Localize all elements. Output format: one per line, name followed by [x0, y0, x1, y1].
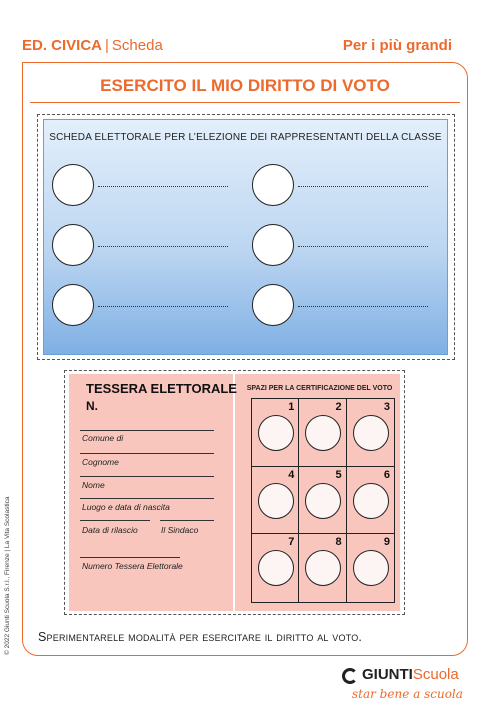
candidate-slot-2[interactable] [252, 164, 428, 206]
certification-cell[interactable] [347, 534, 394, 602]
rilascio-label: Data di rilascio [82, 525, 138, 535]
stamp-circle[interactable] [305, 415, 341, 451]
certification-cell[interactable] [299, 467, 346, 535]
candidate-name-line[interactable] [98, 246, 228, 247]
stamp-circle[interactable] [258, 415, 294, 451]
card-fold-line [233, 374, 235, 611]
vote-circle[interactable] [52, 164, 94, 206]
title-divider [30, 102, 460, 103]
copyright-notice: © 2022 Giunti Scuola S.r.l., Firenze | La Vita Scolastica [4, 496, 11, 655]
candidate-slot-3[interactable] [52, 224, 228, 266]
sindaco-label: Il Sindaco [161, 525, 199, 535]
card-title: TESSERA ELETTORALE [86, 381, 237, 396]
stamp-circle[interactable] [353, 483, 389, 519]
cell-number: 6 [383, 468, 390, 481]
candidate-name-line[interactable] [298, 306, 428, 307]
comune-value-line[interactable] [80, 453, 214, 454]
ballot-heading: SCHEDA ELETTORALE PER L’ELEZIONE DEI RAPPRESENTANTI DELLA CLASSE [49, 132, 442, 143]
page-title: ESERCITO IL MIO DIRITTO DI VOTO [100, 76, 390, 95]
subsection-name: Scheda [111, 37, 163, 54]
stamp-circle[interactable] [305, 483, 341, 519]
cell-number: 8 [335, 536, 342, 549]
certification-grid [251, 398, 395, 603]
stamp-circle[interactable] [258, 550, 294, 586]
cognome-line[interactable] [80, 476, 214, 477]
certification-title: SPAZI PER LA CERTIFICAZIONE DEL VOTO [246, 385, 393, 392]
cell-number: 5 [335, 468, 342, 481]
stamp-circle[interactable] [258, 483, 294, 519]
cognome-label: Cognome [82, 457, 119, 467]
header-separator: | [105, 37, 109, 54]
nome-line[interactable] [80, 498, 214, 499]
cell-number: 2 [335, 401, 342, 413]
card-number-label: N. [86, 399, 98, 413]
stamp-circle[interactable] [353, 415, 389, 451]
comune-label: Comune di [82, 433, 124, 443]
logo-wordmark [362, 666, 459, 683]
vote-circle[interactable] [252, 284, 294, 326]
certification-cell[interactable] [347, 467, 394, 535]
stamp-circle[interactable] [353, 550, 389, 586]
candidate-name-line[interactable] [98, 306, 228, 307]
comune-line[interactable] [80, 430, 214, 431]
cell-number: 1 [288, 401, 295, 413]
vote-circle[interactable] [252, 164, 294, 206]
logo-brand-b: Scuola [412, 666, 459, 683]
cell-number: 3 [383, 401, 390, 413]
vote-circle[interactable] [252, 224, 294, 266]
candidate-name-line[interactable] [98, 186, 228, 187]
logo-brand-a: GIUNTI [362, 666, 413, 683]
certification-cell[interactable] [252, 399, 299, 467]
ballot-sheet [43, 119, 448, 355]
cell-number: 9 [383, 536, 390, 549]
instruction-text: Sperimentarele modalità per esercitare il diritto al voto. [38, 630, 363, 644]
certification-cell[interactable] [299, 534, 346, 602]
nascita-label: Luogo e data di nascita [82, 502, 170, 512]
sindaco-line[interactable] [160, 520, 214, 521]
cell-number: 7 [288, 536, 295, 549]
stamp-circle[interactable] [305, 550, 341, 586]
level-label: Per i più grandi [342, 37, 452, 54]
numero-line[interactable] [80, 557, 180, 558]
numero-label: Numero Tessera Elettorale [82, 561, 183, 571]
candidate-slot-1[interactable] [52, 164, 228, 206]
section-name: ED. CIVICA [22, 37, 103, 54]
rilascio-line[interactable] [80, 520, 150, 521]
cell-number: 4 [288, 468, 295, 481]
vote-circle[interactable] [52, 224, 94, 266]
candidate-name-line[interactable] [298, 246, 428, 247]
section-header [22, 37, 163, 54]
nome-label: Nome [82, 480, 105, 490]
publisher-logo [342, 666, 472, 706]
logo-tagline: star bene a scuola [352, 687, 463, 701]
candidate-name-line[interactable] [298, 186, 428, 187]
vote-circle[interactable] [52, 284, 94, 326]
certification-cell[interactable] [252, 467, 299, 535]
certification-cell[interactable] [299, 399, 346, 467]
certification-cell[interactable] [347, 399, 394, 467]
candidate-slot-5[interactable] [52, 284, 228, 326]
candidate-slot-6[interactable] [252, 284, 428, 326]
g-logo-icon [342, 668, 358, 684]
candidate-slot-4[interactable] [252, 224, 428, 266]
certification-cell[interactable] [252, 534, 299, 602]
